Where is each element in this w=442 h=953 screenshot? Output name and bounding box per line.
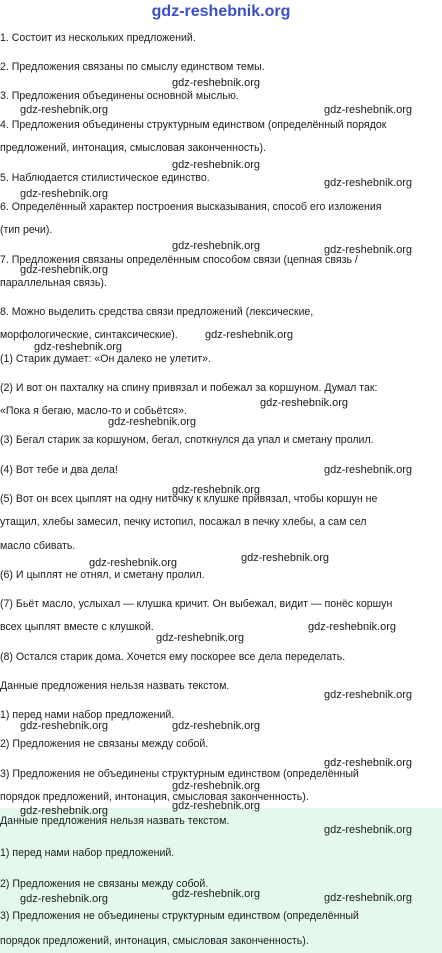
watermark: gdz-reshebnik.org: [20, 893, 109, 905]
text-line: морфологические, синтаксические).: [0, 329, 178, 341]
site-header: gdz-reshebnik.org: [151, 3, 291, 20]
text-line: 8. Можно выделить средства связи предложений (лексические,: [0, 306, 314, 318]
text-line: порядок предложений, интонация, смысловая законченность).: [0, 935, 309, 947]
watermark: gdz-reshebnik.org: [20, 805, 109, 817]
watermark: gdz-reshebnik.org: [172, 888, 261, 900]
text-line: 3) Предложения не объединены структурным единством (определённый: [0, 768, 359, 780]
text-line: 2) Предложения не связаны между собой.: [0, 738, 209, 750]
watermark: gdz-reshebnik.org: [172, 159, 261, 171]
watermark: gdz-reshebnik.org: [308, 621, 397, 633]
watermark: gdz-reshebnik.org: [108, 416, 197, 428]
watermark: gdz-reshebnik.org: [324, 892, 413, 904]
text-line: 5. Наблюдается стилистическое единство.: [0, 172, 210, 184]
text-line: (7) Бьёт масло, услыхал — клушка кричит. Он выбежал, видит — понёс коршун: [0, 598, 393, 610]
watermark: gdz-reshebnik.org: [156, 632, 245, 644]
watermark: gdz-reshebnik.org: [324, 824, 413, 836]
watermark: gdz-reshebnik.org: [172, 240, 261, 252]
watermark: gdz-reshebnik.org: [324, 689, 413, 701]
text-line: Данные предложения нельзя назвать текстом.: [0, 680, 230, 692]
watermark: gdz-reshebnik.org: [172, 77, 261, 89]
text-line: «Пока я бегаю, масло-то и собьётся».: [0, 405, 187, 417]
text-line: (3) Бегал старик за коршуном, бегал, споткнулся да упал и сметану пролил.: [0, 434, 374, 446]
watermark: gdz-reshebnik.org: [34, 341, 123, 353]
text-line: 4. Предложения объединены структурным единством (определённый порядок: [0, 119, 387, 131]
text-line: всех цыплят вместе с клушкой.: [0, 621, 154, 633]
text-line: (8) Остался старик дома. Хочется ему поскорее все дела переделать.: [0, 651, 346, 663]
watermark: gdz-reshebnik.org: [324, 104, 413, 116]
watermark: gdz-reshebnik.org: [172, 780, 261, 792]
text-line: 2. Предложения связаны по смыслу единством темы.: [0, 61, 265, 73]
watermark: gdz-reshebnik.org: [20, 188, 109, 200]
text-line: (5) Вот он всех цыплят на одну ниточку к клушке привязал, чтобы коршун не: [0, 493, 378, 505]
text-line: параллельная связь).: [0, 277, 107, 289]
watermark: gdz-reshebnik.org: [324, 177, 413, 189]
text-line: 7. Предложения связаны определённым способом связи (цепная связь /: [0, 254, 358, 266]
text-line: 1. Состоит из нескольких предложений.: [0, 32, 196, 44]
text-line: (2) И вот он пахталку на спину привязал и побежал за коршуном. Думал так:: [0, 382, 378, 394]
text-line: 6. Определённый характер построения высказывания, способ его изложения: [0, 201, 382, 213]
text-line: предложений, интонация, смысловая законченность).: [0, 142, 266, 154]
text-line: утащил, хлебы замесил, печку истопил, посажал в печку хлебы, а сам сел: [0, 516, 367, 528]
watermark: gdz-reshebnik.org: [20, 104, 109, 116]
text-line: 2) Предложения не связаны между собой.: [0, 878, 209, 890]
text-line: 1) перед нами набор предложений.: [0, 709, 175, 721]
watermark: gdz-reshebnik.org: [205, 329, 294, 341]
watermark: gdz-reshebnik.org: [260, 397, 349, 409]
text-line: порядок предложений, интонация, смысловая законченность).: [0, 791, 309, 803]
watermark: gdz-reshebnik.org: [324, 464, 413, 476]
text-line: (6) И цыплят не отнял, и сметану пролил.: [0, 569, 205, 581]
watermark: gdz-reshebnik.org: [89, 557, 178, 569]
text-line: масло сбивать.: [0, 540, 76, 552]
watermark: gdz-reshebnik.org: [172, 720, 261, 732]
watermark: gdz-reshebnik.org: [20, 264, 109, 276]
watermark: gdz-reshebnik.org: [172, 800, 261, 812]
watermark: gdz-reshebnik.org: [324, 757, 413, 769]
watermark: gdz-reshebnik.org: [324, 244, 413, 256]
text-line: (тип речи).: [0, 224, 53, 236]
text-line: (1) Старик думает: «Он далеко не улетит».: [0, 353, 211, 365]
text-line: Данные предложения нельзя назвать текстом.: [0, 815, 230, 827]
text-line: 3. Предложения объединены основной мыслью.: [0, 90, 239, 102]
watermark: gdz-reshebnik.org: [241, 552, 330, 564]
text-line: 3) Предложения не объединены структурным единством (определённый: [0, 910, 359, 922]
watermark: gdz-reshebnik.org: [20, 720, 109, 732]
text-line: (4) Вот тебе и два дела!: [0, 464, 118, 476]
text-line: 1) перед нами набор предложений.: [0, 847, 175, 859]
watermark: gdz-reshebnik.org: [172, 484, 261, 496]
